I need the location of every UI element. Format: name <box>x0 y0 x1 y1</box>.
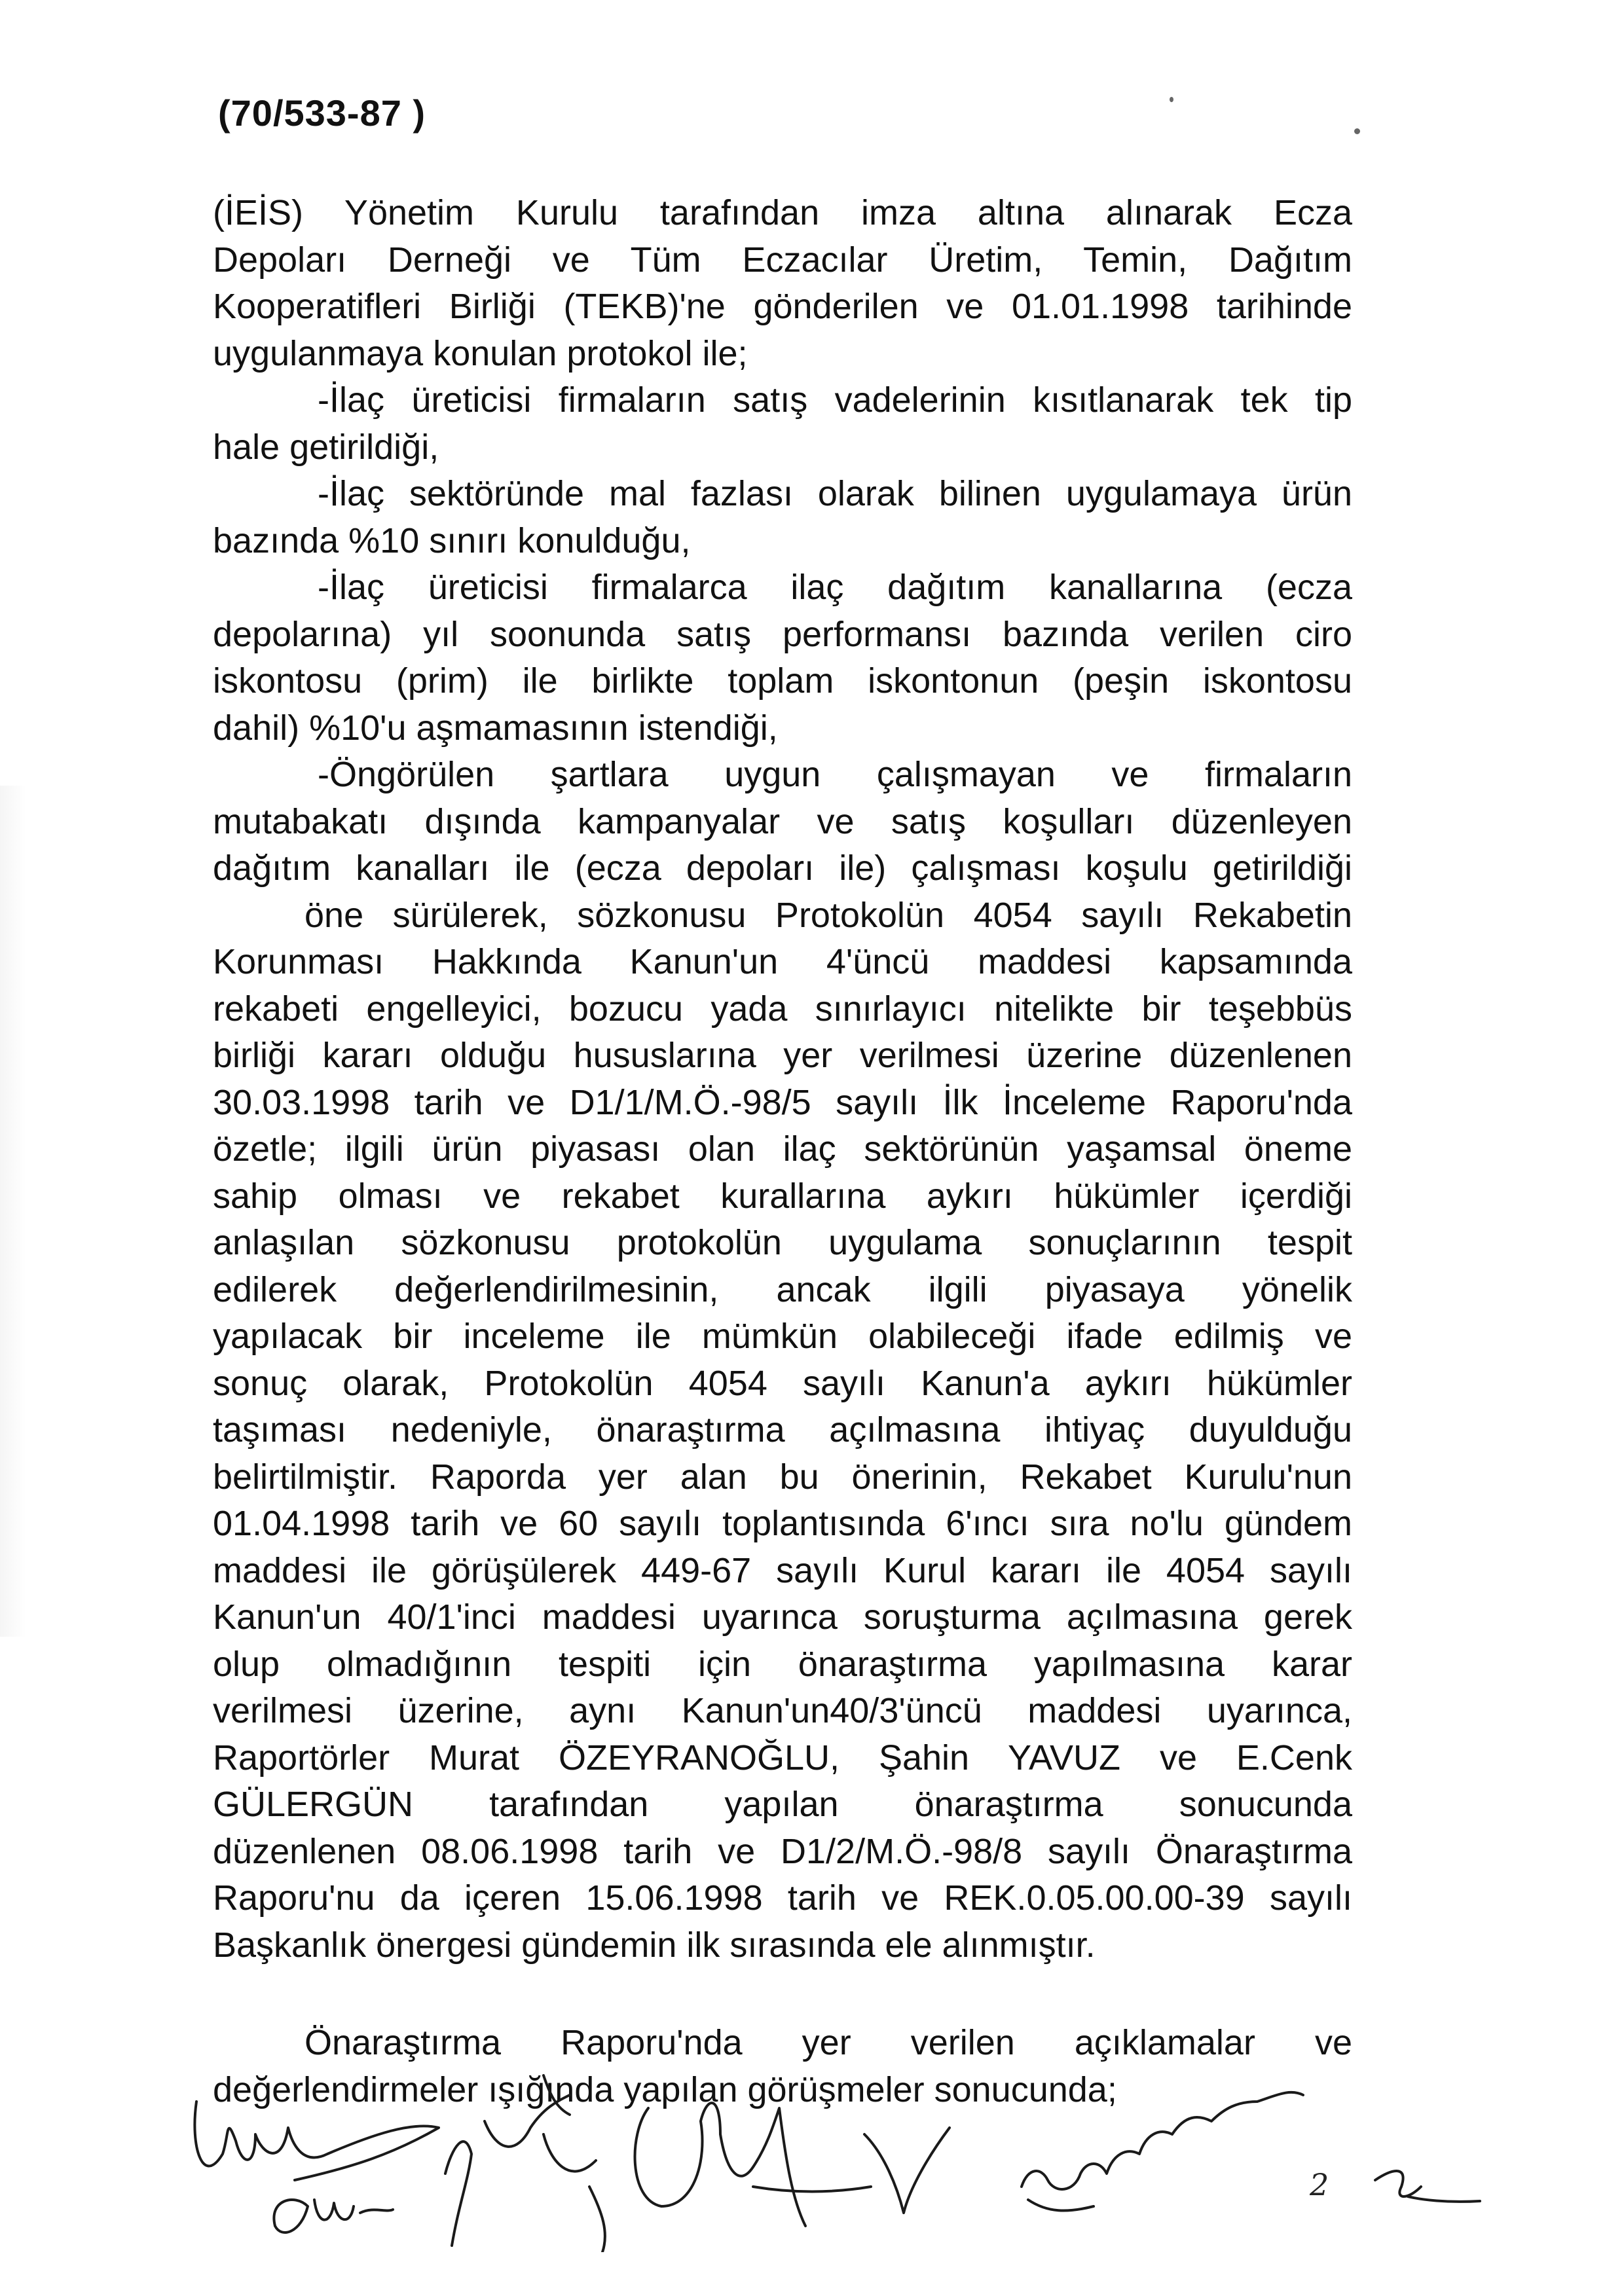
text-line: verilmesi üzerine, aynı Kanun'un40/3'üncü maddesi uyarınca, <box>213 1691 1352 1730</box>
signature-4b <box>1028 2200 1094 2211</box>
text-line: sahip olması ve rekabet kurallarına aykırı hükümler içerdiği <box>213 1176 1352 1216</box>
list-item-line: -İlaç üreticisi firmaların satış vadelerinin kısıtlanarak tek tip <box>318 380 1352 420</box>
text-line: maddesi ile görüşülerek 449-67 sayılı Kurul kararı ile 4054 sayılı <box>213 1550 1352 1590</box>
text-line: 01.04.1998 tarih ve 60 sayılı toplantısında 6'ıncı sıra no'lu gündem <box>213 1504 1352 1543</box>
signature-1 <box>194 2102 439 2180</box>
signature-1b <box>274 2200 393 2232</box>
text-line: rekabeti engelleyici, bozucu yada sınırlayıcı nitelikte bir teşebbüs <box>213 989 1352 1029</box>
text-line: GÜLERGÜN tarafından yapılan önaraştırma sonucunda <box>213 1785 1352 1824</box>
text-line: bazında %10 sınırı konulduğu, <box>213 520 691 560</box>
text-line: düzenlenen 08.06.1998 tarih ve D1/2/M.Ö.-98/8 sayılı Önaraştırma <box>213 1831 1352 1871</box>
closing-line: Önaraştırma Raporu'nda yer verilen açıklamalar ve <box>304 2023 1352 2062</box>
text-line: mutabakatı dışında kampanyalar ve satış koşulları düzenleyen <box>213 801 1352 841</box>
text-line: birliği kararı olduğu hususlarına yer verilmesi üzerine düzenlenen <box>213 1036 1352 1075</box>
text-line: Raportörler Murat ÖZEYRANOĞLU, Şahin YAVUZ ve E.Cenk <box>213 1738 1352 1777</box>
text-line: Depoları Derneği ve Tüm Eczacılar Üretim, Temin, Dağıtım <box>213 240 1352 280</box>
list-item-line: -Öngörülen şartlara uygun çalışmayan ve firmaların <box>318 755 1352 794</box>
text-line: sonuç olarak, Protokolün 4054 sayılı Kanun'a aykırı hükümler <box>213 1363 1352 1403</box>
text-line: depolarına) yıl soonunda satış performansı bazında verilen ciro <box>213 614 1352 654</box>
page-mark-squiggle <box>1375 2171 1480 2202</box>
scan-edge-shadow <box>0 786 26 1637</box>
handwritten-signatures <box>177 2056 1486 2252</box>
document-number: (70/533-87 ) <box>218 92 426 134</box>
text-line: uygulanmaya konulan protokol ile; <box>213 333 748 373</box>
text-line: (İEİS) Yönetim Kurulu tarafından imza altına alınarak Ecza <box>213 193 1352 232</box>
text-line: taşıması nedeniyle, önaraştırma açılmasına ihtiyaç duyulduğu <box>213 1410 1352 1449</box>
text-line: hale getirildiği, <box>213 427 439 467</box>
text-line: Korunması Hakkında Kanun'un 4'üncü maddesi kapsamında <box>213 942 1352 981</box>
text-line: Başkanlık önergesi gündemin ilk sırasında ele alınmıştır. <box>213 1925 1096 1965</box>
text-line: olup olmadığının tespiti için önaraştırma yapılmasına karar <box>213 1644 1352 1684</box>
closing-line: değerlendirmeler ışığında yapılan görüşmeler sonucunda; <box>213 2069 1117 2109</box>
scan-speck <box>1170 97 1173 102</box>
signature-3b <box>864 2128 950 2213</box>
signature-2b <box>544 2075 605 2252</box>
text-line: belirtilmiştir. Raporda yer alan bu önerinin, Rekabet Kurulu'nun <box>213 1457 1352 1497</box>
text-line: Raporu'nu da içeren 15.06.1998 tarih ve REK.0.05.00.00-39 sayılı <box>213 1878 1352 1918</box>
text-line: 30.03.1998 tarih ve D1/1/M.Ö.-98/5 sayılı İlk İnceleme Raporu'nda <box>213 1082 1352 1122</box>
scan-speck <box>1354 128 1360 134</box>
text-line: Kooperatifleri Birliği (TEKB)'ne gönderilen ve 01.01.1998 tarihinde <box>213 287 1352 326</box>
list-item-line: -İlaç üreticisi firmalarca ilaç dağıtım kanallarına (ecza <box>318 568 1352 607</box>
text-line: dahil) %10'u aşmamasının istendiği, <box>213 708 778 748</box>
text-line: özetle; ilgili ürün piyasası olan ilaç sektörünün yaşamsal öneme <box>213 1129 1352 1169</box>
paragraph-gap <box>213 1969 1352 2020</box>
text-line: edilerek değerlendirilmesinin, ancak ilgili piyasaya yönelik <box>213 1269 1352 1309</box>
text-line: öne sürülerek, sözkonusu Protokolün 4054 sayılı Rekabetin <box>304 895 1352 935</box>
text-line: dağıtım kanalları ile (ecza depoları ile) çalışması koşulu getirildiği <box>213 848 1352 888</box>
text-line: anlaşılan sözkonusu protokolün uygulama sonuçlarının tespit <box>213 1223 1352 1262</box>
text-line: yapılacak bir inceleme ile mümkün olabileceği ifade edilmiş ve <box>213 1317 1352 1356</box>
signature-4 <box>1022 2092 1303 2189</box>
document-body <box>213 190 1352 2113</box>
text-line: iskontosu (prim) ile birlikte toplam iskontonun (peşin iskontosu <box>213 661 1352 701</box>
signature-2 <box>445 2095 596 2246</box>
signature-3 <box>635 2103 871 2226</box>
list-item-line: -İlaç sektöründe mal fazlası olarak bilinen uygulamaya ürün <box>318 474 1352 513</box>
page-number-mark: 2 <box>1310 2167 1329 2202</box>
signature-block <box>177 2056 1486 2252</box>
text-line: Kanun'un 40/1'inci maddesi uyarınca soruşturma açılmasına gerek <box>213 1597 1352 1637</box>
